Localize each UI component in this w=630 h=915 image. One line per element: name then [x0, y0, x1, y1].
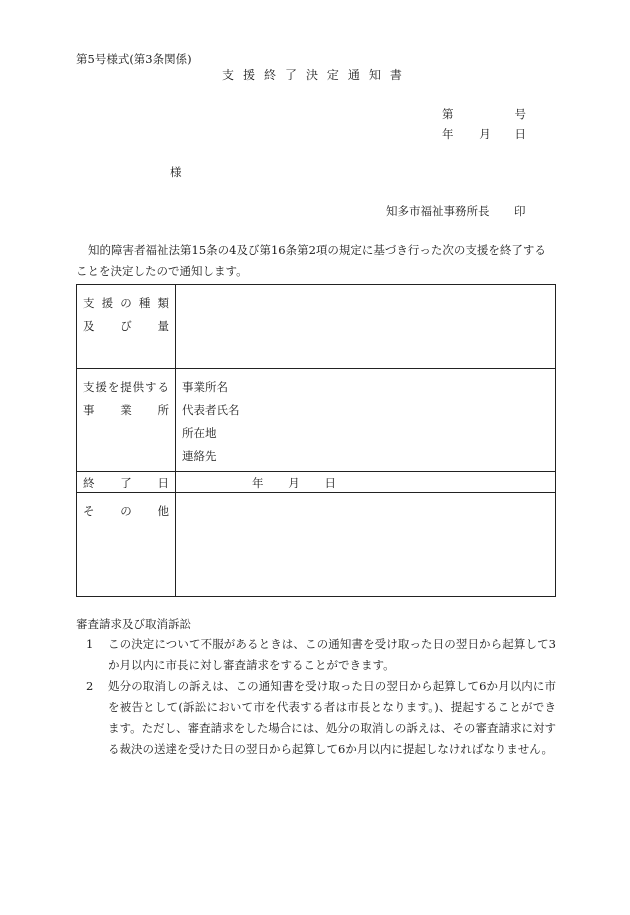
recipient-suffix: 様 [170, 165, 182, 179]
label-line [83, 474, 169, 492]
label-char: 援 [95, 380, 107, 394]
document-date [442, 129, 526, 141]
body-line: 知的障害者福祉法第15条の4及び第16条第2項の規定に基づき行った次の支援を終了する [88, 243, 546, 257]
label-char: す [145, 380, 157, 394]
label-char: 種 [138, 296, 151, 310]
label-char: 支 [83, 296, 95, 310]
title-char: 決 [305, 68, 318, 82]
label-char: 他 [157, 504, 169, 518]
provider-label [77, 369, 176, 472]
form-id: 第5号様式(第3条関係) [76, 52, 192, 66]
document-number [442, 109, 526, 121]
label-line [83, 292, 169, 315]
document-title [222, 69, 402, 81]
label-char: そ [83, 504, 95, 518]
seal-mark: 印 [514, 204, 526, 218]
label-char: 所 [157, 403, 169, 417]
body-line: ことを決定したので通知します。 [76, 264, 248, 278]
label-line [83, 315, 169, 338]
support-type-label [77, 285, 176, 369]
label-char: 業 [120, 403, 132, 417]
support-type-value[interactable] [176, 285, 556, 369]
appeal-item [76, 634, 556, 676]
table-row-end-date [77, 472, 556, 493]
label-char: を [107, 380, 120, 394]
label-char: 了 [120, 476, 132, 490]
other-value[interactable] [176, 493, 556, 597]
provider-value[interactable] [176, 369, 556, 472]
label-line [83, 399, 169, 422]
provider-field-representative: 代表者氏名 [182, 403, 240, 417]
appeal-heading: 審査請求及び取消訴訟 [76, 617, 191, 631]
support-detail-table [76, 284, 556, 597]
doc-number-suffix: 号 [514, 107, 526, 121]
label-char: 日 [157, 476, 169, 490]
label-char: の [120, 296, 132, 310]
end-date-day: 日 [324, 476, 336, 490]
title-char: 援 [242, 68, 255, 82]
notice-body [76, 240, 556, 282]
label-char: 援 [101, 296, 114, 310]
table-row-provider [77, 369, 556, 472]
other-label [77, 493, 176, 597]
label-char: る [157, 380, 169, 394]
provider-field-contact: 連絡先 [182, 449, 217, 463]
table-row-other [77, 493, 556, 597]
label-char: 終 [83, 476, 95, 490]
title-char: 支 [222, 68, 235, 82]
label-char: の [120, 504, 132, 518]
provider-field-name: 事業所名 [182, 380, 228, 394]
title-char: 定 [326, 68, 339, 82]
title-char: 終 [263, 68, 276, 82]
label-char: 支 [83, 380, 95, 394]
label-line [83, 376, 169, 399]
appeal-item-text: 処分の取消しの訴えは、この通知書を受け取った日の翌日から起算して6か月以内に市を被告として(訴訟において市を代表する者は市長となります。)、提起することができます。ただし、審査請求をした場合には、処分の取消しの訴えは、その審査請求に対する裁決の送達を受けた日の翌日から起算して6か月以内に提起しなければなりません。 [108, 679, 556, 756]
appeal-item [76, 676, 556, 760]
label-char: 及 [83, 319, 95, 333]
appeal-item-number: 2 [86, 679, 94, 693]
issuer: 知多市福祉事務所長 [386, 204, 490, 218]
end-date-label [77, 472, 176, 493]
title-char: 書 [389, 68, 402, 82]
end-date-year: 年 [252, 476, 264, 490]
end-date-value[interactable] [176, 472, 556, 493]
label-char: 量 [157, 319, 169, 333]
label-char: 事 [83, 403, 95, 417]
doc-number-prefix: 第 [442, 107, 454, 121]
provider-field-address: 所在地 [182, 426, 217, 440]
title-char: 了 [284, 68, 297, 82]
appeal-item-number: 1 [86, 637, 94, 651]
label-line [83, 500, 169, 523]
label-char: 類 [157, 296, 169, 310]
label-char: 提 [120, 380, 132, 394]
end-date-fields [252, 474, 336, 492]
label-char: 供 [132, 380, 145, 394]
appeal-item-text: この決定について不服があるときは、この通知書を受け取った日の翌日から起算して3か月以内に市長に対し審査請求をすることができます。 [108, 637, 556, 672]
appeal-section [76, 614, 556, 760]
date-year: 年 [442, 127, 454, 141]
end-date-month: 月 [288, 476, 300, 490]
table-row-support-type [77, 285, 556, 369]
title-char: 知 [368, 68, 381, 82]
label-char: び [120, 319, 132, 333]
date-day: 日 [514, 127, 526, 141]
date-month: 月 [479, 127, 491, 141]
title-char: 通 [347, 68, 360, 82]
